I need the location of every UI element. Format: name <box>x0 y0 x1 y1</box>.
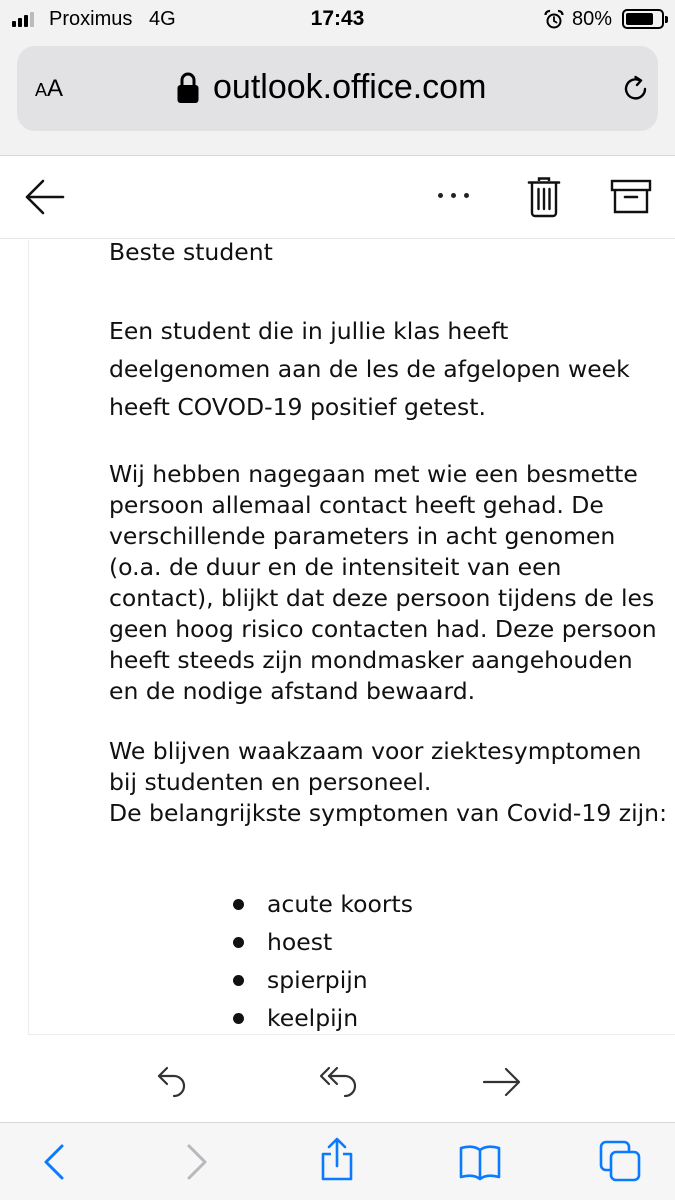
message-paragraph: Een student die in jullie klas heeft deelgenomen aan de les de afgelopen week heeft COVOD-19 positief getest. <box>109 317 630 421</box>
share-icon[interactable] <box>318 1137 356 1183</box>
reply-bar <box>0 1036 675 1122</box>
list-item <box>229 923 413 961</box>
network-type: 4G <box>149 8 176 30</box>
symptom-text: keelpijn <box>267 1003 359 1032</box>
bullet-icon <box>233 937 244 948</box>
back-icon[interactable] <box>40 1143 68 1181</box>
list-item <box>229 961 413 999</box>
reply-all-icon[interactable] <box>318 1064 360 1098</box>
list-item <box>229 885 413 923</box>
forward-icon[interactable] <box>482 1066 522 1098</box>
reply-icon[interactable] <box>155 1064 189 1098</box>
bullet-icon <box>233 975 244 986</box>
carrier-name: Proximus <box>49 8 133 30</box>
battery-percent: 80% <box>572 8 613 30</box>
url-text[interactable]: outlook.office.com <box>213 68 487 106</box>
safari-toolbar <box>0 1122 675 1200</box>
bullet-icon <box>233 1013 244 1024</box>
battery-level-fill <box>626 13 653 25</box>
alarm-icon <box>543 9 565 31</box>
message-frame <box>28 240 675 1035</box>
reload-icon[interactable] <box>621 74 651 104</box>
browser-address-area <box>0 38 675 156</box>
message-paragraph: We blijven waakzaam voor ziektesymptomen bij studenten en personeel. <box>109 737 642 796</box>
bullet-icon <box>233 899 244 910</box>
status-bar <box>0 0 675 38</box>
trash-icon[interactable] <box>527 176 561 218</box>
greeting: Beste student <box>109 240 273 266</box>
symptom-text: hoest <box>267 927 333 956</box>
symptoms-intro: De belangrijkste symptomen van Covid-19 zijn: <box>109 799 667 827</box>
text-size-button[interactable] <box>35 75 63 103</box>
bookmarks-icon[interactable] <box>458 1143 502 1181</box>
lock-icon <box>176 71 200 105</box>
archive-icon[interactable] <box>610 179 652 215</box>
address-bar[interactable] <box>17 46 658 131</box>
back-arrow-icon[interactable] <box>22 177 66 217</box>
tabs-icon[interactable] <box>598 1139 644 1183</box>
clock: 17:43 <box>310 7 365 30</box>
more-icon[interactable] <box>438 193 469 198</box>
mail-toolbar <box>0 157 675 239</box>
forward-icon[interactable] <box>183 1143 211 1181</box>
message-paragraph: Wij hebben nagegaan met wie een besmette persoon allemaal contact heeft gehad. De verschillende parameters in acht genomen (o.a. de duur en de intensiteit van een contact), blijkt dat deze persoon tijdens de les geen hoog risico contacten had. Deze persoon heeft steeds zijn mondmasker aangehouden en de nodige afstand bewaard. <box>109 460 657 705</box>
list-item <box>229 999 413 1035</box>
text-size-small-label: A <box>35 80 48 100</box>
symptom-list <box>229 885 413 1035</box>
battery-icon <box>622 9 664 29</box>
text-size-large-label: A <box>47 75 64 102</box>
symptom-text: acute koorts <box>267 889 414 918</box>
symptom-text: spierpijn <box>267 965 368 994</box>
